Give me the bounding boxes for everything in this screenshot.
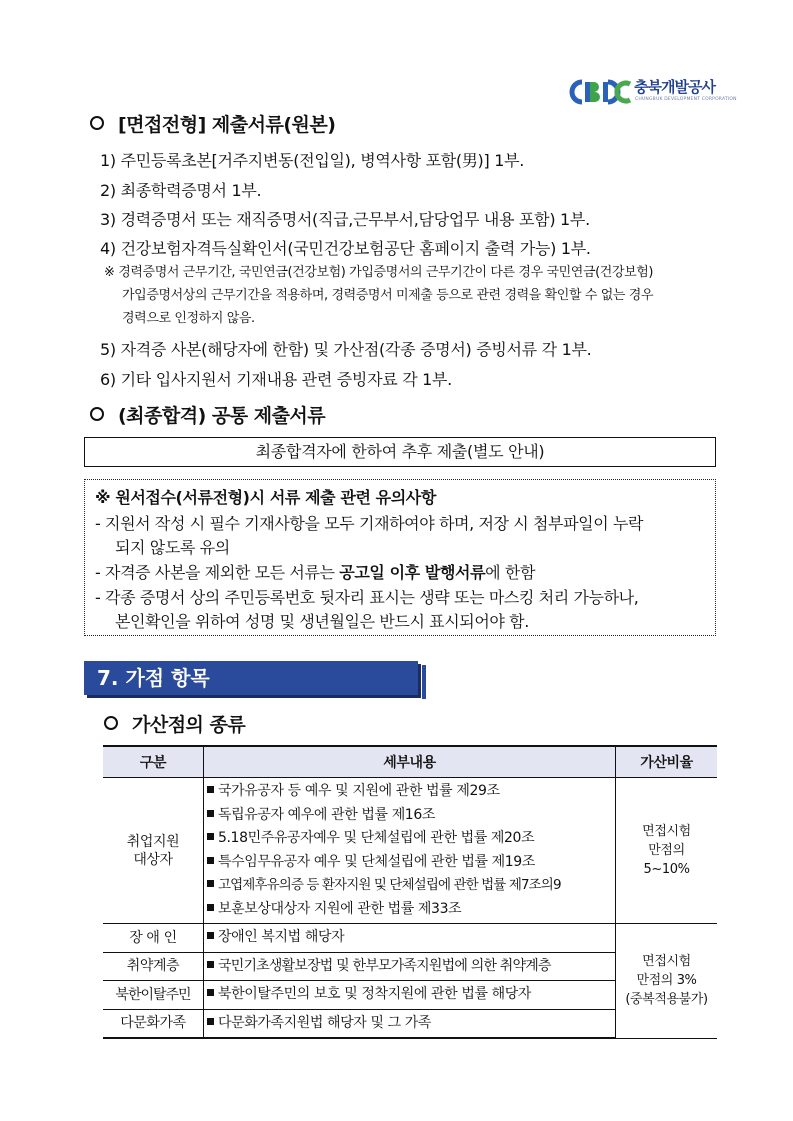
- circle-bullet-icon: [90, 116, 104, 130]
- square-bullet-icon: [207, 1018, 214, 1025]
- list-item: 국가유공자 등 예우 및 지원에 관한 법률 제29조: [207, 780, 615, 804]
- details-defectors: 북한이탈주민의 보호 및 정착지원에 관한 법률 해당자: [204, 981, 616, 1010]
- circle-bullet-icon: [104, 716, 118, 730]
- rate-veterans: 면접시험 만점의 5~10%: [616, 778, 718, 924]
- cbdc-logo-icon: [568, 76, 632, 108]
- interview-doc-item-3: 3) 경력증명서 또는 재직증명서(직급,근무부서,담당업무 내용 포함) 1부.: [100, 210, 590, 229]
- col-details: 세부내용: [204, 746, 616, 778]
- details-veterans: [204, 778, 616, 924]
- interview-doc-item-5: 5) 자격증 사본(해당자에 한함) 및 가산점(각종 증명서) 증빙서류 각 1부.: [100, 340, 592, 359]
- list-item: 5.18민주유공자예우 및 단체설립에 관한 법률 제20조: [207, 827, 615, 851]
- caution-title: ※ 원서접수(서류전형)시 서류 제출 관련 유의사항: [95, 488, 436, 507]
- square-bullet-icon: [207, 833, 214, 840]
- category-defectors: 북한이탈주민: [103, 981, 204, 1010]
- col-rate: 가산비율: [616, 746, 718, 778]
- bonus-heading: 가산점의 종류: [104, 710, 245, 737]
- note-line-1: ※ 경력증명서 근무기간, 국민연금(건강보험) 가입증명서의 근무기간이 다른 경우 국민연금(건강보험): [104, 265, 654, 280]
- category-multicultural: 다문화가족: [103, 1009, 204, 1038]
- list-item: 독립유공자 예우에 관한 법률 제16조: [207, 804, 615, 828]
- category-disabled: 장 애 인: [103, 924, 204, 953]
- logo-name-en: CHUNGBUK DEVELOPMENT CORPORATION: [635, 97, 737, 102]
- final-docs-box: 최종합격자에 한하여 추후 제출(별도 안내): [84, 437, 716, 467]
- caution-line-3b: 본인확인을 위하여 성명 및 생년월일은 반드시 표시되어야 함.: [115, 612, 529, 631]
- details-disabled: 장애인 복지법 해당자: [204, 924, 616, 953]
- caution-line-1b: 되지 않도록 유의: [115, 538, 230, 557]
- interview-doc-item-2: 2) 최종학력증명서 1부.: [100, 181, 262, 200]
- square-bullet-icon: [207, 932, 214, 939]
- category-vulnerable: 취약계층: [103, 952, 204, 981]
- list-item: 고엽제후유의증 등 환자지원 및 단체설립에 관한 법률 제7조의9: [207, 874, 615, 898]
- section-accent-bar: [422, 665, 426, 699]
- caution-line-2: - 자격증 사본을 제외한 모든 서류는 공고일 이후 발행서류에 한함: [95, 563, 535, 582]
- list-item: 특수임무유공자 예우 및 단체설립에 관한 법률 제19조: [207, 851, 615, 875]
- square-bullet-icon: [207, 810, 214, 817]
- caution-box: [84, 479, 716, 636]
- square-bullet-icon: [207, 786, 214, 793]
- table-header-row: [103, 746, 717, 778]
- table-row: [103, 924, 717, 953]
- list-item: 보훈보상대상자 지원에 관한 법률 제33조: [207, 898, 615, 922]
- details-vulnerable: 국민기초생활보장법 및 한부모가족지원법에 의한 취약계층: [204, 952, 616, 981]
- note-line-2: 가입증명서상의 근무기간을 적용하며, 경력증명서 미제출 등으로 관련 경력을 확인할 수 없는 경우: [122, 288, 654, 303]
- logo-name-kr: 충북개발공사: [634, 78, 715, 96]
- section-7-title: 7. 가점 항목: [84, 661, 418, 695]
- final-docs-heading: (최종합격) 공통 제출서류: [90, 401, 325, 428]
- rate-others: 면접시험 만점의 3% (중복적용불가): [616, 924, 718, 1039]
- caution-line-1: - 지원서 작성 시 필수 기재사항을 모두 기재하여야 하며, 저장 시 첨부파일이 누락: [95, 514, 644, 533]
- square-bullet-icon: [207, 857, 214, 864]
- caution-line-3: - 각종 증명서 상의 주민등록번호 뒷자리 표시는 생략 또는 마스킹 처리 가능하나,: [95, 588, 639, 607]
- square-bullet-icon: [207, 961, 214, 968]
- note-line-3: 경력으로 인정하지 않음.: [122, 311, 255, 326]
- square-bullet-icon: [207, 904, 214, 911]
- interview-docs-heading: [면접전형] 제출서류(원본): [90, 110, 335, 137]
- interview-doc-item-6: 6) 기타 입사지원서 기재내용 관련 증빙자료 각 1부.: [100, 370, 452, 389]
- company-logo: [568, 76, 737, 112]
- bonus-table: [103, 745, 717, 1039]
- col-category: 구분: [103, 746, 204, 778]
- details-multicultural: 다문화가족지원법 해당자 및 그 가족: [204, 1009, 616, 1038]
- table-row: [103, 778, 717, 924]
- category-veterans: 취업지원 대상자: [103, 778, 204, 924]
- interview-doc-item-4: 4) 건강보험자격득실확인서(국민건강보험공단 홈페이지 출력 가능) 1부.: [100, 239, 591, 258]
- square-bullet-icon: [207, 880, 214, 887]
- interview-doc-item-1: 1) 주민등록초본[거주지변동(전입일), 병역사항 포함(男)] 1부.: [100, 151, 525, 170]
- square-bullet-icon: [207, 989, 214, 996]
- circle-bullet-icon: [90, 407, 104, 421]
